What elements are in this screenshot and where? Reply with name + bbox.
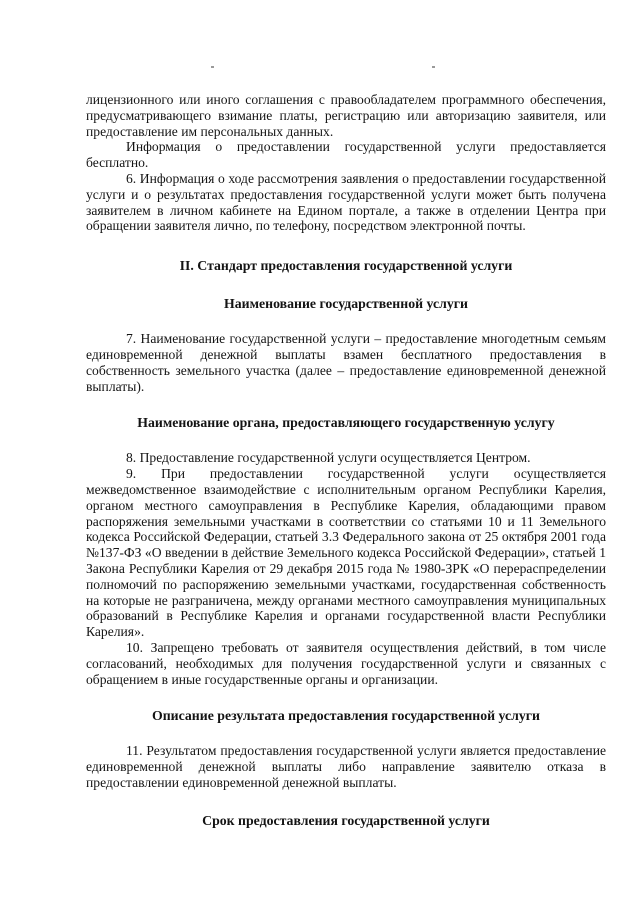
paragraph-free-info: Информация о предоставлении государственной услуги предоставляется бесплатно.	[86, 139, 606, 171]
heading-organ-name: Наименование органа, предоставляющего государственную услугу	[137, 415, 555, 431]
paragraph-8: 8. Предоставление государственной услуги осуществляется Центром.	[126, 450, 531, 466]
paragraph-11: 11. Результатом предоставления государственной услуги является предоставление единовременной денежной выплаты либо направление заявителю отказа в предоставлении единовременной денежной выплаты.	[86, 743, 606, 790]
section-heading-standard: II. Стандарт предоставления государственной услуги	[179, 258, 513, 274]
paragraph-6: 6. Информация о ходе рассмотрения заявления о предоставлении государственной услуги и о результатах предоставления государственной услуги может быть получена заявителем в личном кабинете на Едином портале, а также в отделении Центра при обращении заявителя лично, по телефону, посредством электронной почты.	[86, 170, 606, 234]
paragraph-10: 10. Запрещено требовать от заявителя осуществления действий, в том числе согласований, необходимых для получения государственной услуги и связанных с обращением в иные государственные органы и организации.	[86, 639, 606, 687]
scan-speck	[432, 66, 435, 68]
heading-service-term: Срок предоставления государственной услуги	[202, 812, 490, 828]
paragraph-license: лицензионного или иного соглашения с правообладателем программного обеспечения, предусматривающего взимание платы, регистрацию или авторизацию заявителя, или предоставление им персональных данных.	[86, 92, 606, 139]
paragraph-9: 9. При предоставлении государственной услуги осуществляется межведомственное взаимодействие с исполнительным органом Республики Карелия, органом местного самоуправления в Республике Карелия, обладающими правом распоряжения земельными участками в соответствии со статьями 10 и 11 Земельного кодекса Российской Федерации, статьей 3.3 Федерального закона от 25 октября 2001 года №137-ФЗ «О введении в действие Земельного кодекса Российской Федерации», статьей 1 Закона Республики Карелия от 29 декабря 2015 года № 1980-ЗРК «О перераспределении полномочий по распоряжению земельными участками, государственная собственность на которые не разграничена, между органами местного самоуправления муниципальных образований в Республике Карелия и органами государственной власти Республики Карелия».	[86, 466, 606, 640]
heading-service-name: Наименование государственной услуги	[224, 296, 468, 312]
paragraph-7: 7. Наименование государственной услуги – предоставление многодетным семьям единовременной денежной выплаты взамен бесплатного предоставления в собственность земельного участка (далее – предоставление единовременной денежной выплаты).	[86, 331, 606, 394]
heading-result-description: Описание результата предоставления государственной услуги	[151, 708, 540, 724]
document-body	[86, 92, 606, 829]
scan-speck	[211, 66, 214, 68]
